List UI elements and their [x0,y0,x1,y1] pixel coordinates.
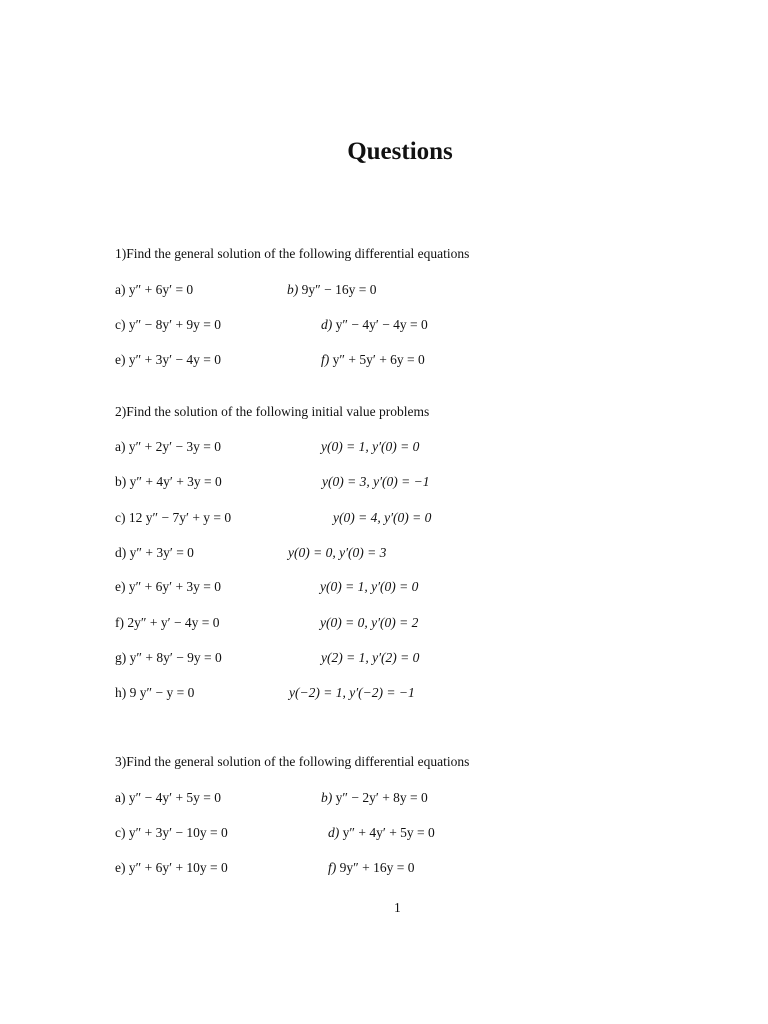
q1-item-d [321,316,428,334]
item-label: a) [115,282,126,297]
item-equation: 9y″ − 16y = 0 [301,282,377,297]
item-equation: y″ + 4y′ + 3y = 0 [129,474,222,489]
q2-item-a-condition: y(0) = 1, y′(0) = 0 [321,439,420,454]
q3-item-e [115,859,228,877]
q3-item-f [328,859,414,877]
item-label: a) [115,790,126,805]
item-equation: y″ − 8y′ + 9y = 0 [128,317,222,332]
q2-item-c-condition: y(0) = 4, y′(0) = 0 [333,510,432,525]
item-label: h) [115,685,127,700]
q3-item-c [115,824,228,842]
section-3-heading: 3)Find the general solution of the following differential equations [115,754,470,769]
section-1-heading: 1)Find the general solution of the following differential equations [115,246,470,261]
item-equation: 12 y″ − 7y′ + y = 0 [128,510,232,525]
q2-item-a [115,438,221,456]
q2-item-d [115,544,194,562]
item-label: c) [115,510,126,525]
q2-item-c [115,509,231,527]
q2-item-b-condition: y(0) = 3, y′(0) = −1 [322,474,430,489]
item-equation: y″ + 3y′ = 0 [129,545,194,560]
q1-item-c [115,316,221,334]
item-label: d) [328,825,340,840]
item-label: d) [321,317,333,332]
q2-item-g-condition: y(2) = 1, y′(2) = 0 [321,650,420,665]
q3-item-d [328,824,435,842]
q2-item-b [115,473,222,491]
item-equation: y″ − 4y′ + 5y = 0 [128,790,222,805]
item-equation: y″ + 3y′ − 4y = 0 [128,352,222,367]
item-label: c) [115,825,126,840]
q2-item-h [115,684,194,702]
item-label: b) [321,790,333,805]
q2-item-e-condition: y(0) = 1, y′(0) = 0 [320,579,419,594]
item-label: f) [328,860,337,875]
q2-item-g [115,649,222,667]
item-label: b) [287,282,299,297]
item-label: a) [115,439,126,454]
q3-item-a [115,789,221,807]
item-equation: y″ + 8y′ − 9y = 0 [129,650,222,665]
item-equation: 9y″ + 16y = 0 [339,860,415,875]
item-equation: y″ + 5y′ + 6y = 0 [332,352,425,367]
item-label: f) [115,615,124,630]
q1-item-e [115,351,221,369]
page-title: Questions [347,138,453,165]
item-label: g) [115,650,127,665]
item-equation: y″ − 2y′ + 8y = 0 [335,790,428,805]
q1-item-f [321,351,425,369]
q2-item-f-condition: y(0) = 0, y′(0) = 2 [320,615,419,630]
q2-item-d-condition: y(0) = 0, y′(0) = 3 [288,545,387,560]
item-equation: 2y″ + y′ − 4y = 0 [127,615,220,630]
item-label: c) [115,317,126,332]
item-label: f) [321,352,330,367]
item-equation: y″ + 6y′ = 0 [128,282,194,297]
item-equation: y″ + 6y′ + 10y = 0 [128,860,228,875]
q2-item-e [115,578,221,596]
item-label: e) [115,352,126,367]
item-equation: y″ + 3y′ − 10y = 0 [128,825,228,840]
item-equation: y″ − 4y′ − 4y = 0 [335,317,428,332]
item-equation: y″ + 4y′ + 5y = 0 [342,825,435,840]
item-label: e) [115,860,126,875]
item-equation: y″ + 6y′ + 3y = 0 [128,579,222,594]
item-equation: 9 y″ − y = 0 [129,685,195,700]
item-label: e) [115,579,126,594]
q1-item-b [287,281,376,299]
q2-item-f [115,614,220,632]
section-2-heading: 2)Find the solution of the following initial value problems [115,404,430,419]
q3-item-b [321,789,428,807]
page-number: 1 [394,900,401,915]
item-equation: y″ + 2y′ − 3y = 0 [128,439,222,454]
item-label: b) [115,474,127,489]
q2-item-h-condition: y(−2) = 1, y′(−2) = −1 [289,685,415,700]
q1-item-a [115,281,193,299]
item-label: d) [115,545,127,560]
